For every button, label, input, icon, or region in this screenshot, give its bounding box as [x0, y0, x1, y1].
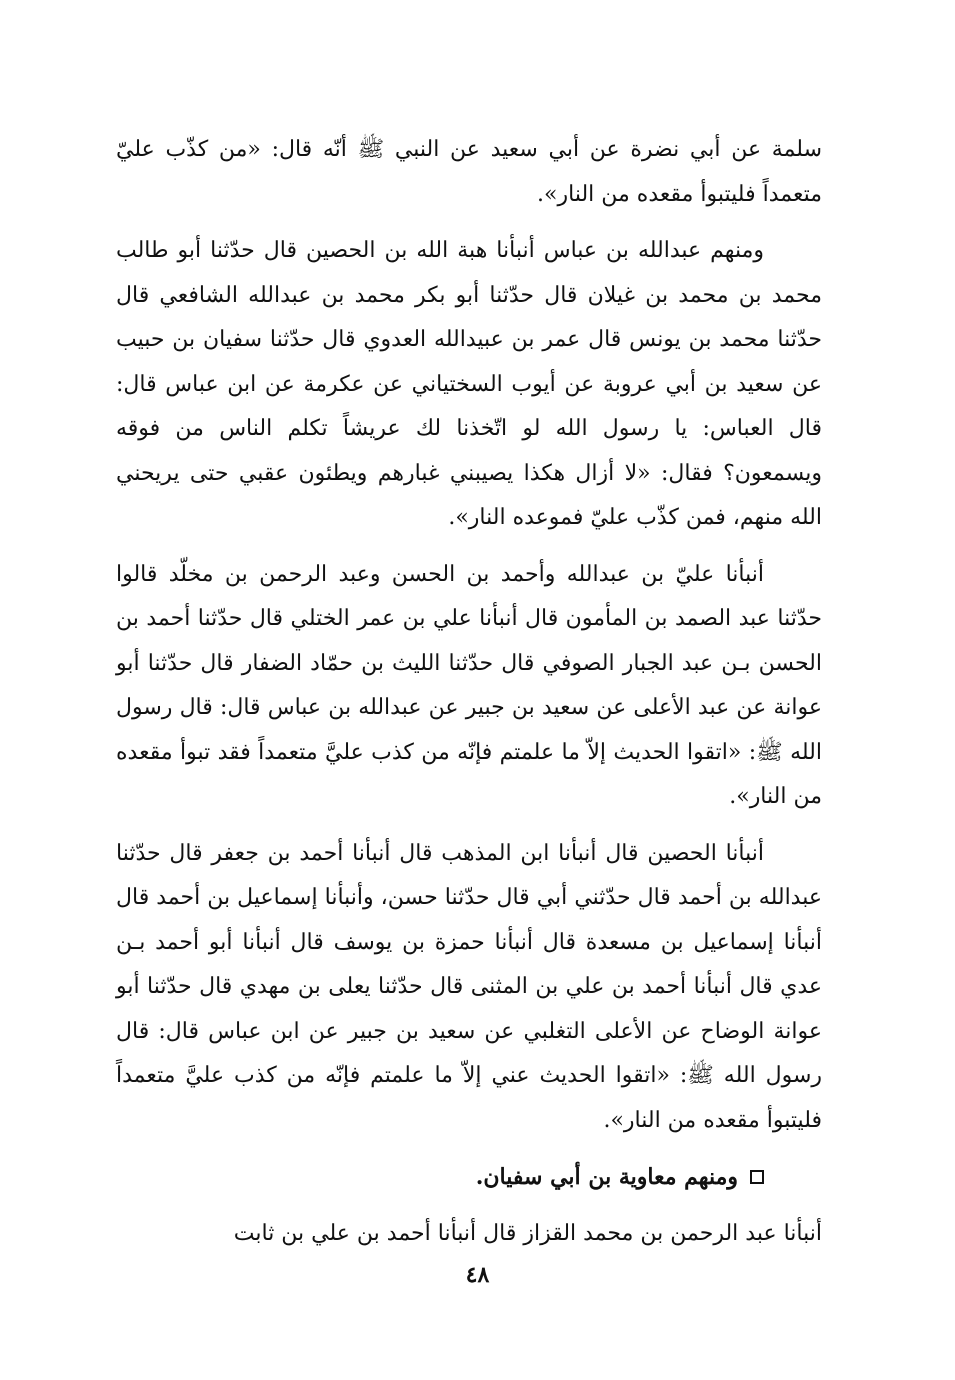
paragraph-5: أنبأنا عبد الرحمن بن محمد القزاز قال أنبأنا أحمد بن علي بن ثابت [233, 1220, 822, 1246]
paragraph-1: سلمة عن أبي نضرة عن أبي سعيد عن النبي ﷺ أنّه قال: «من كذّب عليّ متعمداً فليتبوأ مقعده من النار». [116, 137, 822, 207]
paragraph-3: أنبأنا عليّ بن عبدالله وأحمد بن الحسن وعبد الرحمن بن مخلّد قالوا حدّثنا عبد الصمد بن المأمون قال أنبأنا علي بن عمر الختلي قال حدّثنا أحمد بن الحسن بـن عبد الجبار الصوفي قال حدّثنا الليث بن حمّاد الضفار قال حدّثنا أبو عوانة عن عبد الأعلى عن سعيد بن جبير عن عبدالله بن عباس قال: قال رسول الله ﷺ: «اتقوا الحديث إلاّ ما علمتم فإنّه من كذب عليَّ متعمداً فقد تبوأ مقعده من النار». [116, 561, 822, 809]
paragraph-2: ومنهم عبدالله بن عباس أنبأنا هبة الله بن الحصين قال حدّثنا أبو طالب محمد بن محمد بن غيلان قال حدّثنا أبو بكر محمد بن عبدالله الشافعي قال حدّثنا محمد بن يونس قال عمر بن عبيدالله العدوي قال حدّثنا سفيان بن حبيب عن سعيد بن أبي عروبة عن أيوب السختياني عن عكرمة عن ابن عباس قال: قال العباس: يا رسول الله لو اتّخذنا لك عريشاً تكلم الناس من فوقه ويسمعون؟ فقال: «لا أزال هكذا يصيبني غبارهم ويطئون عقبي حتى يريحني الله منهم، فمن كذّب عليّ فموعده النار». [116, 238, 822, 530]
square-box-icon [750, 1170, 764, 1184]
page-body [116, 128, 822, 1256]
paragraph-4: أنبأنا الحصين قال أنبأنا ابن المذهب قال أنبأنا أحمد بن جعفر قال حدّثنا عبدالله بن أحمد قال حدّثني أبي قال حدّثنا حسن، وأنبأنا إسماعيل بن أحمد قال أنبأنا إسماعيل بن مسعدة قال أنبأنا حمزة بن يوسف قال أنبأنا أبو أحمد بـن عدي قال أنبأنا أحمد بن علي بن المثنى قال حدّثنا يعلى بن مهدي قال حدّثنا أبو عوانة الوضاح عن الأعلى التغلبي عن سعيد بن جبير عن ابن عباس قال: قال رسول الله ﷺ: «اتقوا الحديث عني إلاّ ما علمتم فإنّه من كذب عليَّ متعمداً فليتبوأ مقعده من النار». [116, 840, 822, 1133]
section-heading [116, 1155, 822, 1200]
page-number: ٤٨ [465, 1262, 490, 1288]
section-heading-text: ومنهم معاوية بن أبي سفيان. [475, 1164, 738, 1190]
